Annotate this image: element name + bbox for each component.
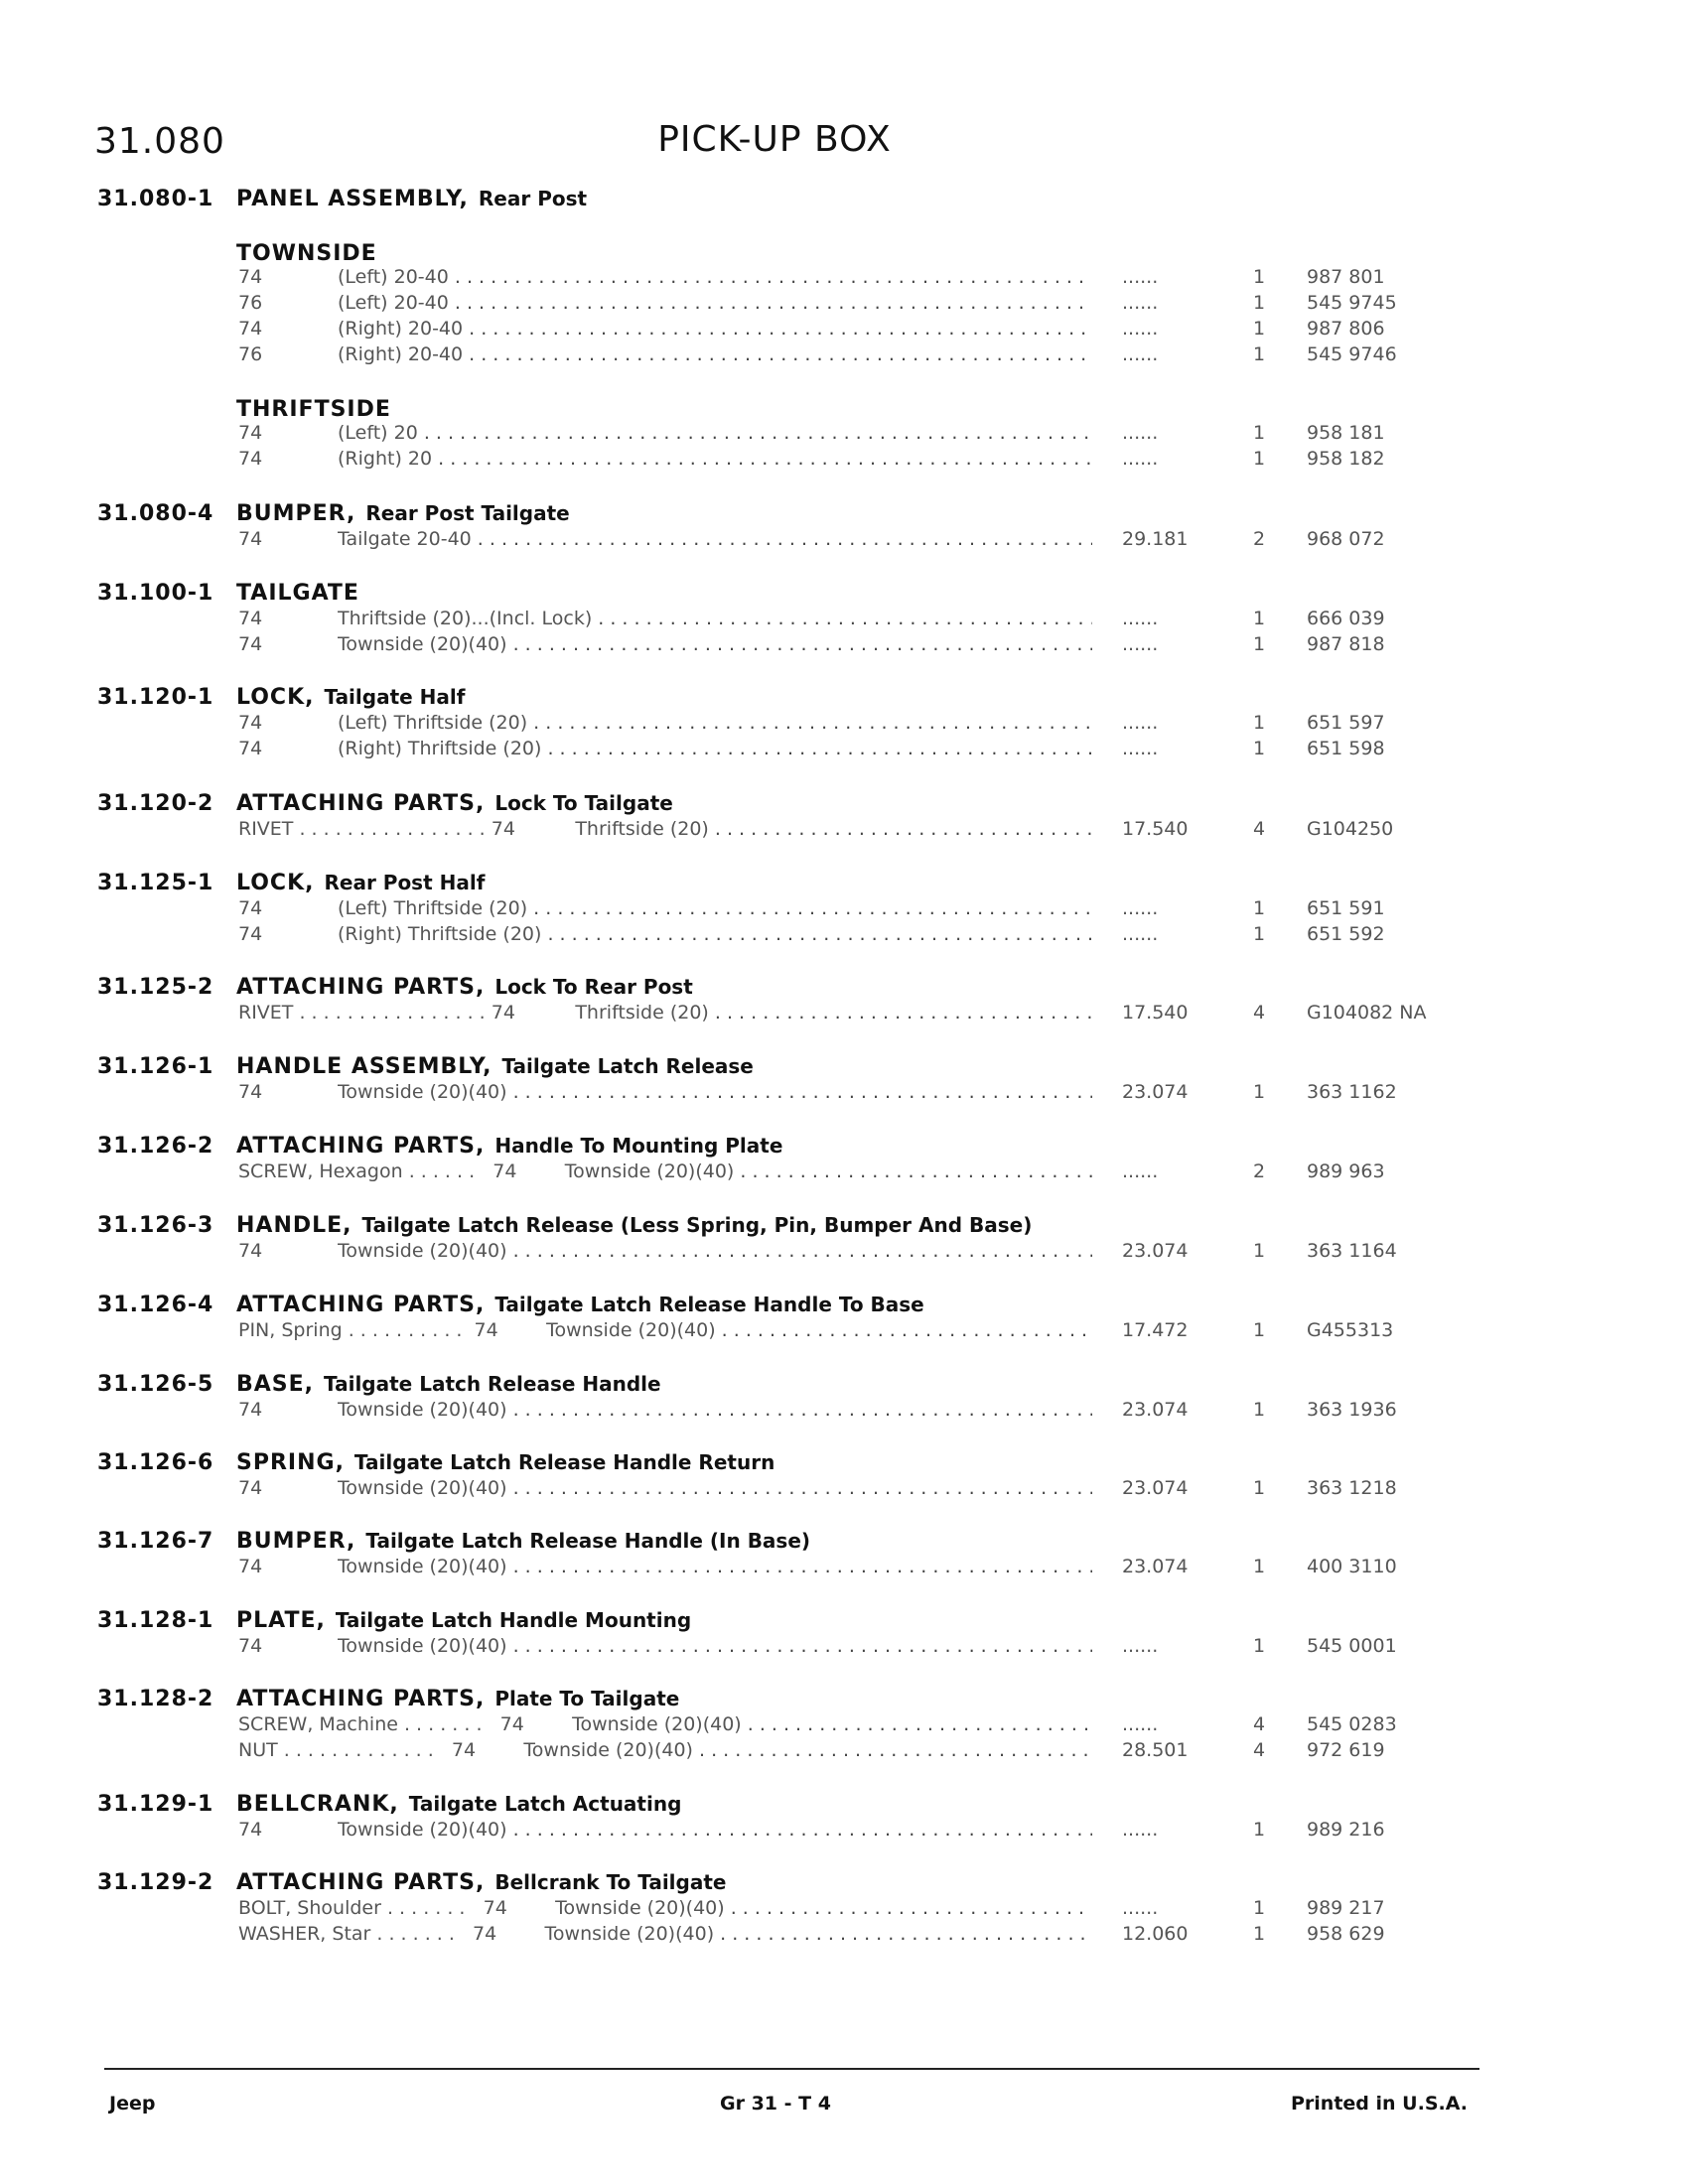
table-row: 74 (Right) Thriftside (20) . . . ...... 1 651 592 [0, 923, 1688, 949]
table-row: 74 (Left) 20 . . . ...... 1 958 181 [0, 422, 1688, 448]
section-title: BASE, Tailgate Latch Release Handle [236, 1372, 661, 1397]
table-row: 76 (Right) 20-40 . . . ...... 1 545 9746 [0, 343, 1688, 369]
section-number: 31.126-4 [97, 1293, 214, 1317]
table-row: 74 Townside (20)(40) . . . 23.074 1 363 1936 [0, 1399, 1688, 1425]
table-row: 74 (Left) Thriftside (20) . . . ...... 1 651 591 [0, 897, 1688, 923]
table-row: BOLT, Shoulder . . . . . . . 74 Townside (20)(40) . . . ...... 1 989 217 [0, 1897, 1688, 1923]
section-title: ATTACHING PARTS, Lock To Rear Post [236, 975, 693, 1000]
section-number: 31.100-1 [97, 581, 214, 606]
section-number: 31.126-3 [97, 1213, 214, 1238]
section-title: SPRING, Tailgate Latch Release Handle Return [236, 1450, 775, 1475]
section-number: 31.120-1 [97, 685, 214, 710]
table-row: 74 Townside (20)(40) . . . ...... 1 989 216 [0, 1819, 1688, 1844]
section-title: LOCK, Tailgate Half [236, 685, 466, 710]
section-number: 31.125-1 [97, 871, 214, 895]
table-row: SCREW, Machine . . . . . . . 74 Townside (20)(40) . . . ...... 4 545 0283 [0, 1713, 1688, 1739]
table-row: 74 (Left) 20-40 . . . ...... 1 987 801 [0, 266, 1688, 292]
table-row: PIN, Spring . . . . . . . . . . 74 Townside (20)(40) . . . 17.472 1 G455313 [0, 1319, 1688, 1345]
table-row: 74 (Left) Thriftside (20) . . . ...... 1 651 597 [0, 712, 1688, 738]
section-title: HANDLE ASSEMBLY, Tailgate Latch Release [236, 1054, 754, 1079]
section-number: 31.126-7 [97, 1529, 214, 1554]
table-row: RIVET . . . . . . . . . . . . . . . . 74 Thriftside (20) . . . 17.540 4 G104082 NA [0, 1002, 1688, 1027]
section-number: 31.129-2 [97, 1870, 214, 1895]
table-row: 74 Townside (20)(40) . . . 23.074 1 363 1164 [0, 1240, 1688, 1266]
section-title: BELLCRANK, Tailgate Latch Actuating [236, 1792, 682, 1817]
section-number: 31.126-6 [97, 1450, 214, 1475]
section-number: 31.126-2 [97, 1134, 214, 1159]
table-row: 74 Townside (20)(40) . . . ...... 1 545 0001 [0, 1635, 1688, 1661]
section-title: BUMPER, Tailgate Latch Release Handle (In Base) [236, 1529, 811, 1554]
section-title: LOCK, Rear Post Half [236, 871, 486, 895]
footer-rule [104, 2068, 1479, 2070]
section-title: TAILGATE [236, 581, 359, 606]
section-title: PANEL ASSEMBLY, Rear Post [236, 187, 588, 211]
table-row: WASHER, Star . . . . . . . 74 Townside (20)(40) . . . 12.060 1 958 629 [0, 1923, 1688, 1949]
table-row: 74 Townside (20)(40) . . . 23.074 1 400 3110 [0, 1556, 1688, 1581]
section-title: PLATE, Tailgate Latch Handle Mounting [236, 1608, 692, 1633]
section-number: 31.125-2 [97, 975, 214, 1000]
footer-section-code: Gr 31 - T 4 [720, 2093, 831, 2115]
table-row: 74 (Right) 20-40 . . . ...... 1 987 806 [0, 318, 1688, 343]
section-title: BUMPER, Rear Post Tailgate [236, 501, 570, 526]
page-title: PICK-UP BOX [657, 119, 892, 160]
table-row: 74 (Right) 20 . . . ...... 1 958 182 [0, 448, 1688, 474]
table-row: NUT . . . . . . . . . . . . . 74 Townside (20)(40) . . . 28.501 4 972 619 [0, 1739, 1688, 1765]
table-row: 76 (Left) 20-40 . . . ...... 1 545 9745 [0, 292, 1688, 318]
section-title: ATTACHING PARTS, Handle To Mounting Plate [236, 1134, 783, 1159]
section-number: 31.128-1 [97, 1608, 214, 1633]
section-number: 31.129-1 [97, 1792, 214, 1817]
section-title: ATTACHING PARTS, Lock To Tailgate [236, 791, 673, 816]
section-number: 31.126-5 [97, 1372, 214, 1397]
subhead-thriftside: THRIFTSIDE [236, 397, 391, 422]
section-number: 31.128-2 [97, 1687, 214, 1711]
section-title: HANDLE, Tailgate Latch Release (Less Spring, Pin, Bumper And Base) [236, 1213, 1033, 1238]
subhead-townside: TOWNSIDE [236, 241, 377, 266]
section-title: ATTACHING PARTS, Bellcrank To Tailgate [236, 1870, 727, 1895]
section-title: ATTACHING PARTS, Tailgate Latch Release Handle To Base [236, 1293, 924, 1317]
footer-printed: Printed in U.S.A. [1291, 2093, 1468, 2115]
table-row: 74 Townside (20)(40) . . . 23.074 1 363 1218 [0, 1477, 1688, 1503]
table-row: SCREW, Hexagon . . . . . . 74 Townside (20)(40) . . . ...... 2 989 963 [0, 1160, 1688, 1186]
section-number: 31.126-1 [97, 1054, 214, 1079]
section-number: 31.080-4 [97, 501, 214, 526]
footer-brand: Jeep [109, 2093, 156, 2115]
page-number: 31.080 [94, 121, 225, 162]
table-row: 74 Thriftside (20)...(Incl. Lock) . . . ...... 1 666 039 [0, 608, 1688, 633]
section-number: 31.080-1 [97, 187, 214, 211]
table-row: RIVET . . . . . . . . . . . . . . . . 74 Thriftside (20) . . . 17.540 4 G104250 [0, 818, 1688, 844]
table-row: 74 Townside (20)(40) . . . ...... 1 987 818 [0, 633, 1688, 659]
table-row: 74 (Right) Thriftside (20) . . . ...... 1 651 598 [0, 738, 1688, 763]
table-row: 74 Townside (20)(40) . . . 23.074 1 363 1162 [0, 1081, 1688, 1107]
section-number: 31.120-2 [97, 791, 214, 816]
table-row: 74 Tailgate 20-40 . . . 29.181 2 968 072 [0, 528, 1688, 554]
section-title: ATTACHING PARTS, Plate To Tailgate [236, 1687, 680, 1711]
